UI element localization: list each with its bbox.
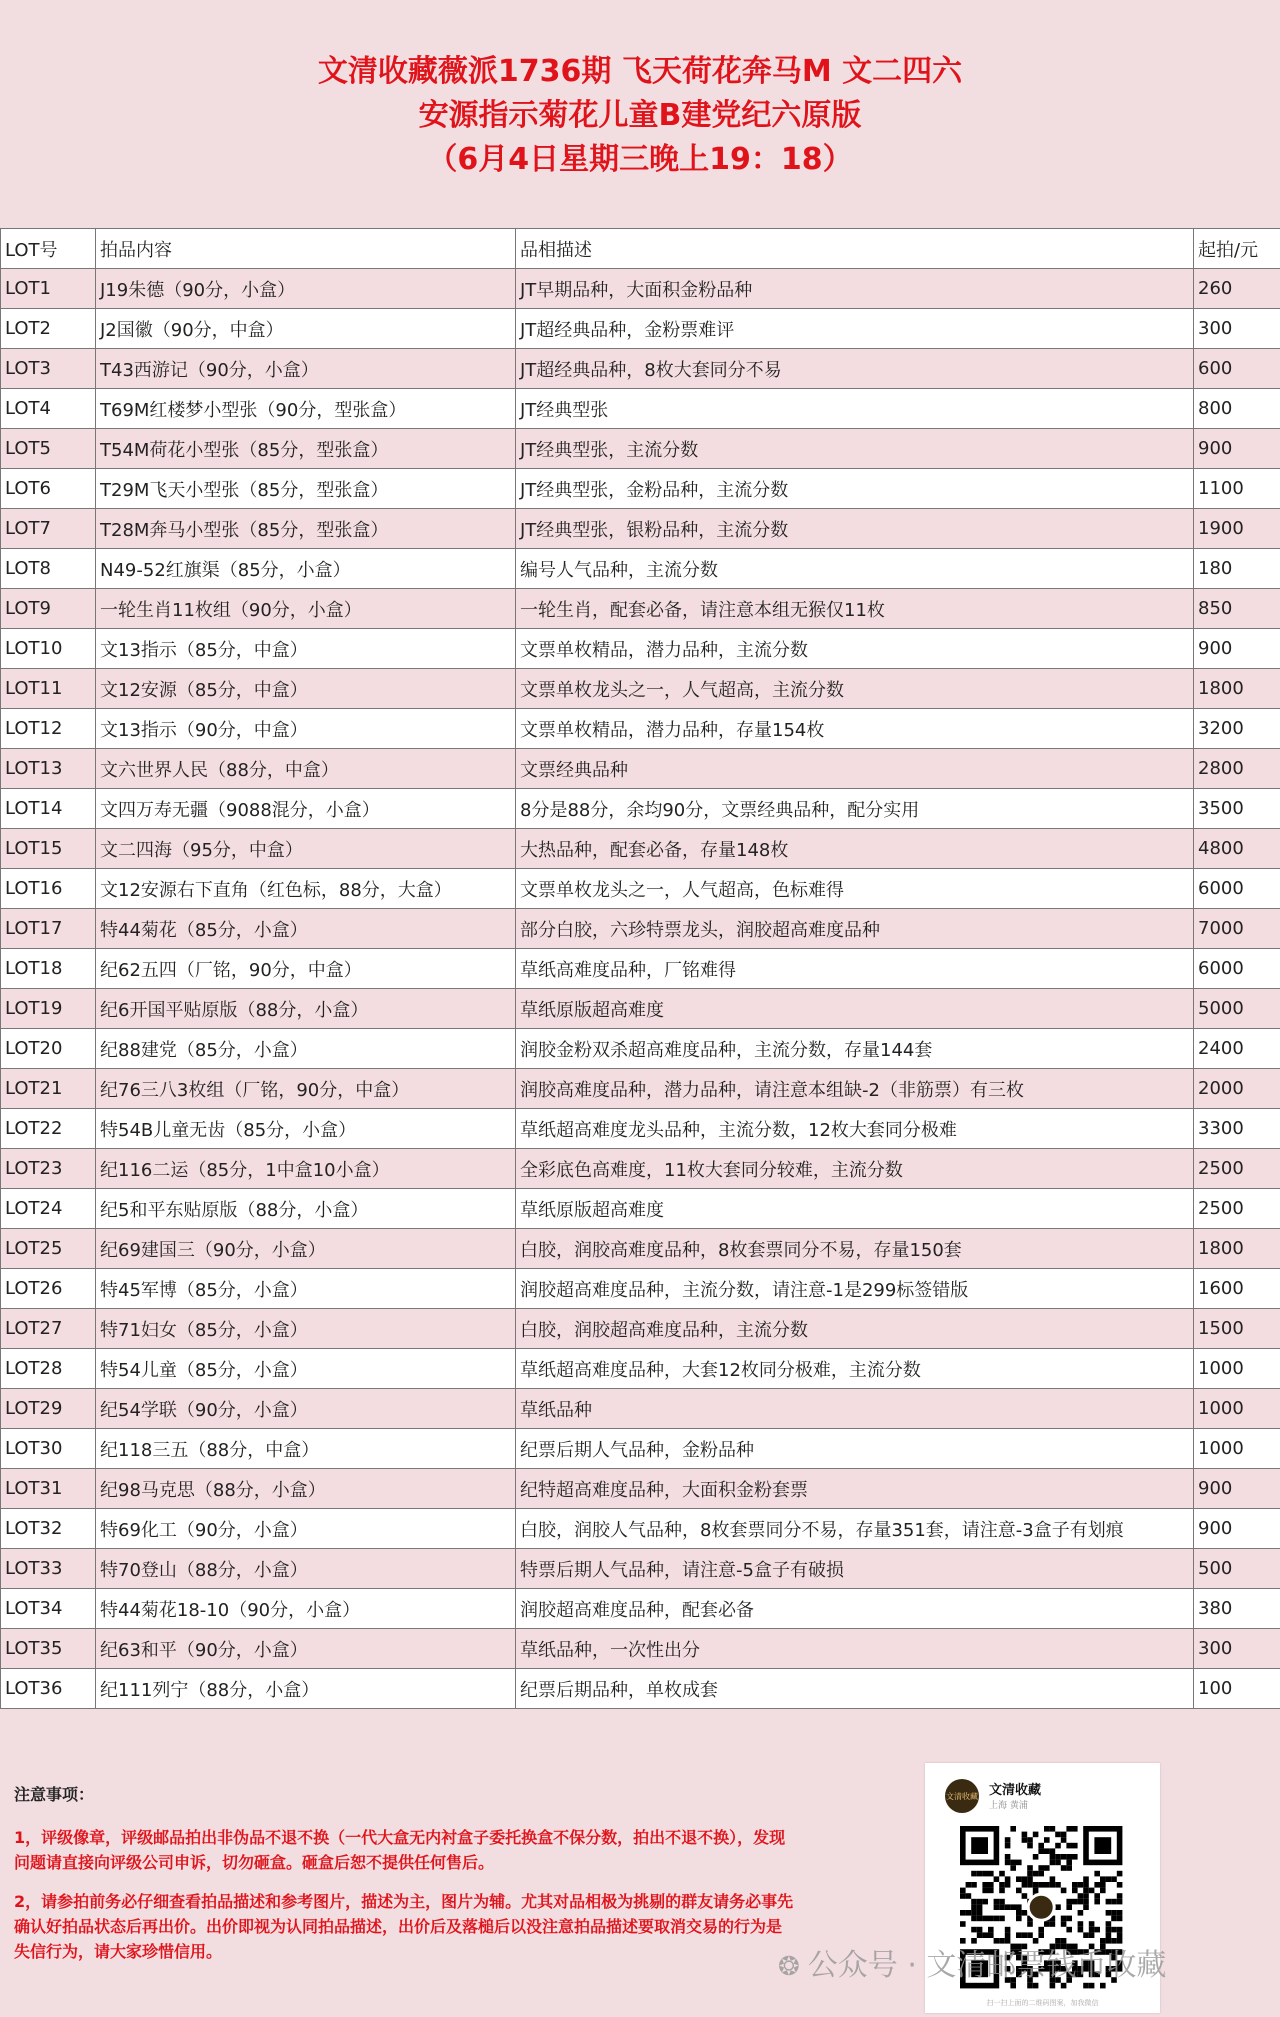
lot-number-cell: LOT32 [1, 1509, 96, 1549]
title-line-2: 安源指示菊花儿童B建党纪六原版 [418, 98, 862, 133]
condition-cell: 文票单枚精品，潜力品种，存量154枚 [516, 709, 1194, 749]
wechat-icon: ❂ [778, 1952, 800, 1982]
table-row [1, 509, 1280, 549]
item-content-cell: T69M红楼梦小型张（90分，型张盒） [96, 389, 516, 429]
condition-cell: 文票单枚精品，潜力品种，主流分数 [516, 629, 1194, 669]
condition-cell: 特票后期人气品种，请注意-5盒子有破损 [516, 1549, 1194, 1589]
item-content-cell: T28M奔马小型张（85分，型张盒） [96, 509, 516, 549]
condition-cell: 纪票后期品种，单枚成套 [516, 1669, 1194, 1709]
condition-cell: 润胶高难度品种，潜力品种，请注意本组缺-2（非筋票）有三枚 [516, 1069, 1194, 1109]
table-row [1, 1669, 1280, 1709]
starting-price-cell: 380 [1194, 1589, 1280, 1629]
condition-cell: 草纸原版超高难度 [516, 989, 1194, 1029]
item-content-cell: 纪118三五（88分，中盒） [96, 1429, 516, 1469]
table-row [1, 949, 1280, 989]
starting-price-cell: 1000 [1194, 1349, 1280, 1389]
lot-number-cell: LOT18 [1, 949, 96, 989]
starting-price-cell: 2500 [1194, 1189, 1280, 1229]
condition-cell: 白胶，润胶超高难度品种，主流分数 [516, 1309, 1194, 1349]
account-location: 上海 黄浦 [989, 1801, 1028, 1811]
item-content-cell: 文13指示（90分，中盒） [96, 709, 516, 749]
starting-price-cell: 6000 [1194, 949, 1280, 989]
starting-price-cell: 1800 [1194, 669, 1280, 709]
lot-number-cell: LOT27 [1, 1309, 96, 1349]
lot-number-cell: LOT19 [1, 989, 96, 1029]
lot-number-cell: LOT22 [1, 1109, 96, 1149]
item-content-cell: 特45军博（85分，小盒） [96, 1269, 516, 1309]
starting-price-cell: 7000 [1194, 909, 1280, 949]
lot-number-cell: LOT31 [1, 1469, 96, 1509]
page-title [0, 50, 1280, 182]
condition-cell: 草纸原版超高难度 [516, 1189, 1194, 1229]
condition-cell: 润胶超高难度品种，配套必备 [516, 1589, 1194, 1629]
item-content-cell: 纪88建党（85分，小盒） [96, 1029, 516, 1069]
watermark-text: 公众号 · 文清邮票钱币收藏 [807, 1948, 1167, 1983]
table-row [1, 1029, 1280, 1069]
lot-number-cell: LOT10 [1, 629, 96, 669]
condition-cell: JT经典型张，金粉品种，主流分数 [516, 469, 1194, 509]
item-content-cell: 纪69建国三（90分，小盒） [96, 1229, 516, 1269]
condition-cell: 草纸品种 [516, 1389, 1194, 1429]
condition-cell: 草纸超高难度品种，大套12枚同分极难，主流分数 [516, 1349, 1194, 1389]
starting-price-cell: 600 [1194, 349, 1280, 389]
starting-price-cell: 1800 [1194, 1229, 1280, 1269]
condition-cell: 大热品种，配套必备，存量148枚 [516, 829, 1194, 869]
lot-number-cell: LOT20 [1, 1029, 96, 1069]
item-content-cell: 纪62五四（厂铭，90分，中盒） [96, 949, 516, 989]
header-starting-price: 起拍/元 [1194, 229, 1280, 269]
table-row [1, 1269, 1280, 1309]
table-row [1, 1109, 1280, 1149]
condition-cell: 一轮生肖，配套必备，请注意本组无猴仅11枚 [516, 589, 1194, 629]
starting-price-cell: 2800 [1194, 749, 1280, 789]
table-row [1, 1469, 1280, 1509]
item-content-cell: 文12安源（85分，中盒） [96, 669, 516, 709]
lot-number-cell: LOT9 [1, 589, 96, 629]
lot-number-cell: LOT23 [1, 1149, 96, 1189]
starting-price-cell: 3200 [1194, 709, 1280, 749]
item-content-cell: T54M荷花小型张（85分，型张盒） [96, 429, 516, 469]
item-content-cell: T43西游记（90分，小盒） [96, 349, 516, 389]
item-content-cell: 文六世界人民（88分，中盒） [96, 749, 516, 789]
table-header-row [1, 229, 1280, 269]
condition-cell: 草纸高难度品种，厂铭难得 [516, 949, 1194, 989]
condition-cell: 纪特超高难度品种，大面积金粉套票 [516, 1469, 1194, 1509]
starting-price-cell: 2400 [1194, 1029, 1280, 1069]
starting-price-cell: 2500 [1194, 1149, 1280, 1189]
starting-price-cell: 2000 [1194, 1069, 1280, 1109]
starting-price-cell: 5000 [1194, 989, 1280, 1029]
condition-cell: 润胶超高难度品种，主流分数，请注意-1是299标签错版 [516, 1269, 1194, 1309]
table-row [1, 749, 1280, 789]
item-content-cell: 特71妇女（85分，小盒） [96, 1309, 516, 1349]
item-content-cell: T29M飞天小型张（85分，型张盒） [96, 469, 516, 509]
lot-number-cell: LOT26 [1, 1269, 96, 1309]
condition-cell: JT超经典品种，8枚大套同分不易 [516, 349, 1194, 389]
table-row [1, 869, 1280, 909]
table-row [1, 429, 1280, 469]
table-row [1, 629, 1280, 669]
lot-number-cell: LOT29 [1, 1389, 96, 1429]
starting-price-cell: 300 [1194, 1629, 1280, 1669]
table-row [1, 709, 1280, 749]
starting-price-cell: 900 [1194, 1509, 1280, 1549]
item-content-cell: 文四万寿无疆（9088混分，小盒） [96, 789, 516, 829]
table-row [1, 1509, 1280, 1549]
item-content-cell: 文二四海（95分，中盒） [96, 829, 516, 869]
lot-number-cell: LOT36 [1, 1669, 96, 1709]
lot-number-cell: LOT11 [1, 669, 96, 709]
item-content-cell: 特69化工（90分，小盒） [96, 1509, 516, 1549]
starting-price-cell: 6000 [1194, 869, 1280, 909]
starting-price-cell: 4800 [1194, 829, 1280, 869]
item-content-cell: 特44菊花18-10（90分，小盒） [96, 1589, 516, 1629]
header-item-content: 拍品内容 [96, 229, 516, 269]
table-row [1, 1429, 1280, 1469]
item-content-cell: 特54B儿童无齿（85分，小盒） [96, 1109, 516, 1149]
lot-number-cell: LOT30 [1, 1429, 96, 1469]
table-row [1, 389, 1280, 429]
title-line-3: （6月4日星期三晚上19：18） [427, 142, 853, 177]
account-name: 文清收藏 [989, 1783, 1042, 1798]
table-row [1, 589, 1280, 629]
item-content-cell: 纪98马克思（88分，小盒） [96, 1469, 516, 1509]
table-row [1, 1309, 1280, 1349]
item-content-cell: J2国徽（90分，中盒） [96, 309, 516, 349]
starting-price-cell: 850 [1194, 589, 1280, 629]
starting-price-cell: 900 [1194, 429, 1280, 469]
table-row [1, 309, 1280, 349]
condition-cell: 文票经典品种 [516, 749, 1194, 789]
condition-cell: 草纸超高难度龙头品种，主流分数，12枚大套同分极难 [516, 1109, 1194, 1149]
lot-number-cell: LOT34 [1, 1589, 96, 1629]
starting-price-cell: 3500 [1194, 789, 1280, 829]
lot-number-cell: LOT1 [1, 269, 96, 309]
starting-price-cell: 100 [1194, 1669, 1280, 1709]
lot-number-cell: LOT25 [1, 1229, 96, 1269]
condition-cell: JT经典型张，主流分数 [516, 429, 1194, 469]
table-row [1, 1389, 1280, 1429]
starting-price-cell: 300 [1194, 309, 1280, 349]
lot-number-cell: LOT12 [1, 709, 96, 749]
item-content-cell: 特44菊花（85分，小盒） [96, 909, 516, 949]
lot-number-cell: LOT3 [1, 349, 96, 389]
item-content-cell: 纪54学联（90分，小盒） [96, 1389, 516, 1429]
item-content-cell: 纪111列宁（88分，小盒） [96, 1669, 516, 1709]
item-content-cell: 纪116二运（85分，1中盒10小盒） [96, 1149, 516, 1189]
lot-number-cell: LOT2 [1, 309, 96, 349]
item-content-cell: 纪6开国平贴原版（88分，小盒） [96, 989, 516, 1029]
starting-price-cell: 900 [1194, 629, 1280, 669]
starting-price-cell: 1500 [1194, 1309, 1280, 1349]
starting-price-cell: 1600 [1194, 1269, 1280, 1309]
table-row [1, 549, 1280, 589]
starting-price-cell: 180 [1194, 549, 1280, 589]
lot-number-cell: LOT17 [1, 909, 96, 949]
table-row [1, 829, 1280, 869]
item-content-cell: 纪63和平（90分，小盒） [96, 1629, 516, 1669]
starting-price-cell: 800 [1194, 389, 1280, 429]
condition-cell: 文票单枚龙头之一，人气超高，色标难得 [516, 869, 1194, 909]
table-row [1, 789, 1280, 829]
table-row [1, 1349, 1280, 1389]
condition-cell: 白胶，润胶高难度品种，8枚套票同分不易，存量150套 [516, 1229, 1194, 1269]
starting-price-cell: 1100 [1194, 469, 1280, 509]
lot-number-cell: LOT8 [1, 549, 96, 589]
lot-number-cell: LOT21 [1, 1069, 96, 1109]
condition-cell: 全彩底色高难度，11枚大套同分较难，主流分数 [516, 1149, 1194, 1189]
table-body [1, 269, 1280, 1709]
notice-item-1: 1，评级像章，评级邮品拍出非伪品不退不换（一代大盒无内衬盒子委托换盒不保分数，拍出不退不换），发现问题请直接向评级公司申诉，切勿砸盒。砸盒后恕不提供任何售后。 [14, 1828, 786, 1872]
item-content-cell: 一轮生肖11枚组（90分，小盒） [96, 589, 516, 629]
lot-number-cell: LOT7 [1, 509, 96, 549]
lot-number-cell: LOT4 [1, 389, 96, 429]
item-content-cell: 特70登山（88分，小盒） [96, 1549, 516, 1589]
lot-number-cell: LOT16 [1, 869, 96, 909]
lot-number-cell: LOT13 [1, 749, 96, 789]
notice-heading: 注意事项： [14, 1785, 95, 1804]
lot-number-cell: LOT6 [1, 469, 96, 509]
lot-number-cell: LOT24 [1, 1189, 96, 1229]
condition-cell: 润胶金粉双杀超高难度品种，主流分数，存量144套 [516, 1029, 1194, 1069]
lot-number-cell: LOT28 [1, 1349, 96, 1389]
watermark [778, 1940, 1166, 1984]
notice-section [14, 1782, 794, 1978]
table-row [1, 1189, 1280, 1229]
header-condition: 品相描述 [516, 229, 1194, 269]
table-row [1, 469, 1280, 509]
starting-price-cell: 260 [1194, 269, 1280, 309]
item-content-cell: 文13指示（85分，中盒） [96, 629, 516, 669]
lot-number-cell: LOT15 [1, 829, 96, 869]
starting-price-cell: 1900 [1194, 509, 1280, 549]
lot-number-cell: LOT35 [1, 1629, 96, 1669]
item-content-cell: N49-52红旗渠（85分，小盒） [96, 549, 516, 589]
item-content-cell: 特54儿童（85分，小盒） [96, 1349, 516, 1389]
lot-number-cell: LOT14 [1, 789, 96, 829]
item-content-cell: J19朱德（90分，小盒） [96, 269, 516, 309]
item-content-cell: 纪5和平东贴原版（88分，小盒） [96, 1189, 516, 1229]
starting-price-cell: 1000 [1194, 1429, 1280, 1469]
condition-cell: JT经典型张 [516, 389, 1194, 429]
lot-number-cell: LOT33 [1, 1549, 96, 1589]
table-row [1, 669, 1280, 709]
table-row [1, 1149, 1280, 1189]
table-row [1, 1229, 1280, 1269]
header-lot-number: LOT号 [1, 229, 96, 269]
condition-cell: JT超经典品种，金粉票难评 [516, 309, 1194, 349]
table-row [1, 349, 1280, 389]
table-row [1, 989, 1280, 1029]
starting-price-cell: 1000 [1194, 1389, 1280, 1429]
item-content-cell: 纪76三八3枚组（厂铭，90分，中盒） [96, 1069, 516, 1109]
notice-item-2: 2，请参拍前务必仔细查看拍品描述和参考图片，描述为主，图片为辅。尤其对品相极为挑剔的群友请务必事先确认好拍品状态后再出价。出价即视为认同拍品描述，出价后及落槌后以没注意拍品描述要取消交易的行为是失信行为，请大家珍惜信用。 [14, 1892, 794, 1961]
condition-cell: JT经典型张，银粉品种，主流分数 [516, 509, 1194, 549]
table-row [1, 1069, 1280, 1109]
condition-cell: 文票单枚龙头之一，人气超高，主流分数 [516, 669, 1194, 709]
table-row [1, 1549, 1280, 1589]
condition-cell: 8分是88分，余均90分，文票经典品种，配分实用 [516, 789, 1194, 829]
condition-cell: 部分白胶，六珍特票龙头，润胶超高难度品种 [516, 909, 1194, 949]
condition-cell: 纪票后期人气品种，金粉品种 [516, 1429, 1194, 1469]
table-row [1, 1629, 1280, 1669]
lot-number-cell: LOT5 [1, 429, 96, 469]
starting-price-cell: 3300 [1194, 1109, 1280, 1149]
condition-cell: 编号人气品种，主流分数 [516, 549, 1194, 589]
table-row [1, 909, 1280, 949]
table-row [1, 1589, 1280, 1629]
title-line-1: 文清收藏薇派1736期 飞天荷花奔马M 文二四六 [317, 54, 963, 89]
qr-footer-text: 扫一扫上面的二维码图案，加我微信 [986, 1999, 1099, 2007]
condition-cell: JT早期品种，大面积金粉品种 [516, 269, 1194, 309]
condition-cell: 草纸品种，一次性出分 [516, 1629, 1194, 1669]
condition-cell: 白胶，润胶人气品种，8枚套票同分不易，存量351套，请注意-3盒子有划痕 [516, 1509, 1194, 1549]
item-content-cell: 文12安源右下直角（红色标，88分，大盒） [96, 869, 516, 909]
account-logo: 文清收藏 [945, 1779, 979, 1813]
auction-lot-table [0, 228, 1280, 1709]
starting-price-cell: 900 [1194, 1469, 1280, 1509]
table-row [1, 269, 1280, 309]
starting-price-cell: 500 [1194, 1549, 1280, 1589]
